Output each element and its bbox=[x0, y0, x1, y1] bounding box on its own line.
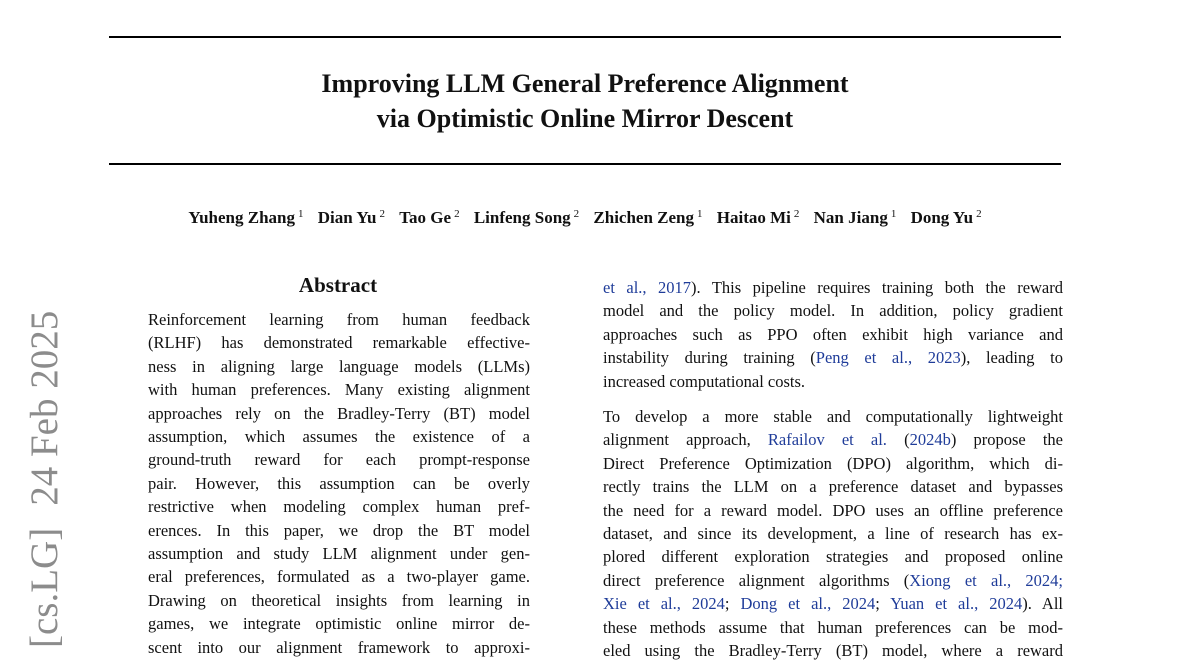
citation-link[interactable]: Dong et al., 2024 bbox=[740, 594, 876, 614]
body-line: plored different exploration strategies and proposed online bbox=[603, 547, 1063, 567]
citation-link[interactable]: Xiong et al., 2024; bbox=[909, 570, 1064, 590]
body-line: dataset, and since its development, a line of research has ex- bbox=[603, 524, 1063, 544]
abstract-line: Drawing on theoretical insights from learning in bbox=[148, 590, 530, 610]
author: Dong Yu $^2$ bbox=[910, 208, 982, 227]
body-line: Direct Preference Optimization (DPO) algorithm, which di- bbox=[603, 453, 1063, 473]
author: Zhichen Zeng $^1$ bbox=[593, 208, 703, 227]
abstract-line: assumption, which assumes the existence of a bbox=[148, 427, 530, 447]
author-list bbox=[109, 208, 1061, 228]
citation-link[interactable]: et al., 2017 bbox=[603, 278, 692, 297]
body-line: these methods assume that human preferences can be mod- bbox=[603, 617, 1063, 637]
author: Haitao Mi $^2$ bbox=[716, 208, 800, 227]
dpo-paragraph bbox=[603, 405, 1063, 662]
abstract-line: erences. In this paper, we drop the BT model bbox=[148, 520, 530, 540]
arxiv-date: 24 Feb 2025 bbox=[23, 310, 66, 506]
abstract-line: (RLHF) has demonstrated remarkable effective- bbox=[148, 333, 530, 353]
abstract-line: ness in aligning large language models (LLMs) bbox=[148, 356, 530, 376]
body-line: direct preference alignment algorithms (Xiong et al., 2024; bbox=[603, 570, 1064, 590]
abstract-line: games, we integrate optimistic online mirror de- bbox=[148, 614, 530, 634]
body-line: the need for a reward model. DPO uses an offline preference bbox=[603, 500, 1063, 520]
abstract-body bbox=[148, 308, 530, 659]
arxiv-margin-stamp bbox=[24, 311, 66, 648]
body-line: rectly trains the LLM on a preference dataset and bypasses bbox=[603, 477, 1063, 497]
citation-link[interactable]: Rafailov et al. bbox=[767, 430, 887, 450]
body-line: et al., 2017). This pipeline requires training both the reward bbox=[603, 278, 1063, 297]
abstract-line: scent into our alignment framework to approxi- bbox=[148, 637, 530, 657]
body-line: To develop a more stable and computationally lightweight bbox=[603, 407, 1063, 426]
abstract-line: ground-truth reward for each prompt-response bbox=[148, 450, 530, 470]
abstract-line: eral preferences, formulated as a two-player game. bbox=[148, 567, 530, 587]
citation-link[interactable]: 2024b bbox=[909, 430, 951, 450]
abstract-line: Reinforcement learning from human feedback bbox=[148, 310, 530, 329]
abstract-line: with human preferences. Many existing alignment bbox=[148, 380, 530, 400]
body-line: instability during training (Peng et al., 2023), leading to bbox=[603, 348, 1063, 368]
abstract-heading: Abstract bbox=[298, 273, 378, 297]
abstract-line: pair. However, this assumption can be overly bbox=[148, 473, 530, 493]
author: Nan Jiang $^1$ bbox=[813, 208, 897, 227]
body-line: alignment approach, Rafailov et al. (2024b) propose the bbox=[603, 430, 1063, 450]
title-bottom-rule bbox=[109, 163, 1061, 165]
citation-link[interactable]: Xie et al., 2024 bbox=[603, 594, 725, 614]
intro-paragraph bbox=[603, 276, 1063, 393]
citation-link[interactable]: Peng et al., 2023 bbox=[815, 348, 961, 368]
abstract-line: restrictive when modeling complex human pref- bbox=[148, 497, 530, 517]
body-line: Xie et al., 2024; Dong et al., 2024; Yuan et al., 2024). All bbox=[603, 594, 1064, 614]
author: Yuheng Zhang $^1$ bbox=[188, 208, 304, 227]
arxiv-category: [cs.LG] bbox=[23, 527, 66, 648]
body-line: approaches such as PPO often exhibit high variance and bbox=[603, 324, 1063, 344]
body-line: increased computational costs. bbox=[603, 371, 806, 391]
title-top-rule bbox=[109, 36, 1061, 38]
title-line: Improving LLM General Preference Alignment bbox=[321, 69, 849, 98]
abstract-line: assumption and study LLM alignment under gen- bbox=[148, 544, 530, 564]
abstract-line: approaches rely on the Bradley-Terry (BT) model bbox=[148, 403, 530, 423]
author: Tao Ge $^2$ bbox=[399, 208, 460, 227]
citation-link[interactable]: Yuan et al., 2024 bbox=[890, 594, 1023, 614]
title-line: via Optimistic Online Mirror Descent bbox=[376, 104, 794, 133]
body-line: model and the policy model. In addition, policy gradient bbox=[603, 301, 1063, 321]
author: Linfeng Song $^2$ bbox=[473, 208, 580, 227]
author: Dian Yu $^2$ bbox=[317, 208, 386, 227]
paper-title bbox=[109, 66, 1061, 136]
body-line: eled using the Bradley-Terry (BT) model, where a reward bbox=[603, 641, 1063, 661]
